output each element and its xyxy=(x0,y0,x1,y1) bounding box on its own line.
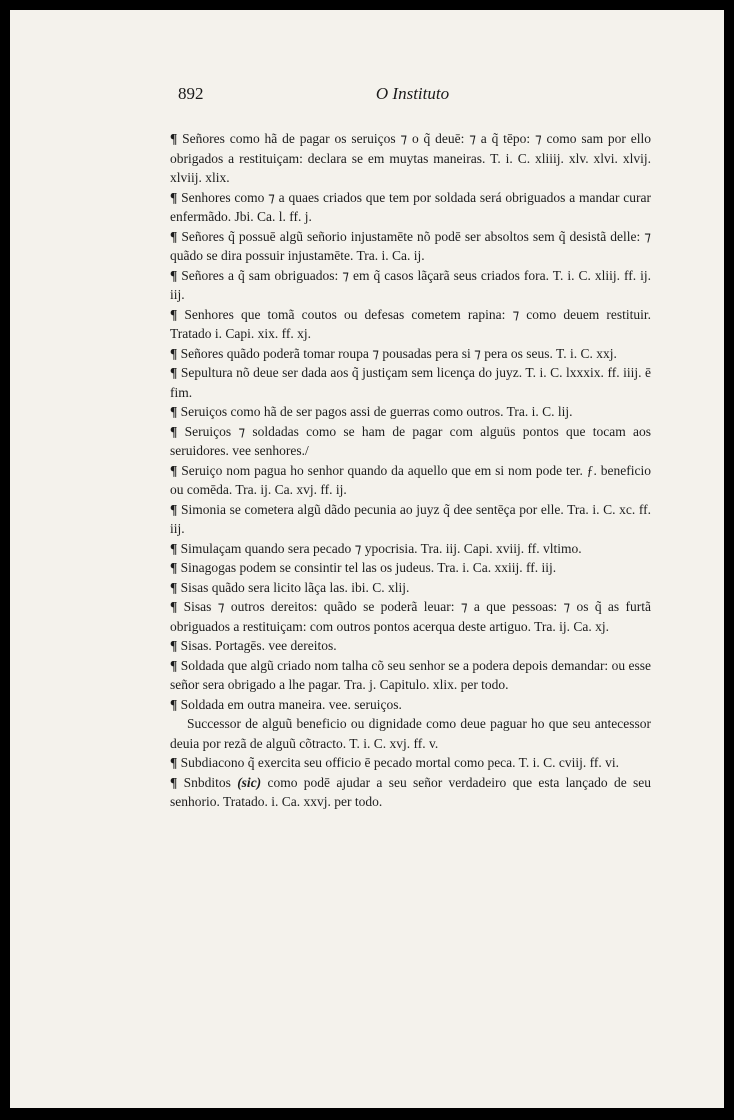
pilcrow-mark: ¶ xyxy=(170,657,178,673)
entry-text: Sepultura nõ deue ser dada aos q̃ justiçam sem licença do juyz. T. i. C. lxxxix. ff. iiij. ē fim. xyxy=(170,365,651,400)
pilcrow-mark: ¶ xyxy=(170,228,178,244)
entry-text: Successor de alguũ beneficio ou dignidade como deue paguar ho que seu antecessor deuia por rezã de alguũ cõtracto. T. i. C. xvj. ff. v. xyxy=(170,716,651,751)
entry-text: Simulaçam quando sera pecado ⁊ ypocrisia. Tra. iij. Capi. xviij. ff. vltimo. xyxy=(180,540,582,556)
pilcrow-mark: ¶ xyxy=(170,365,178,380)
index-entry xyxy=(170,714,651,753)
entry-text: Seruiços ⁊ soldadas como se ham de pagar com alguüs pontos que tocam aos seruidores. vee senhores./ xyxy=(170,423,651,458)
index-entry xyxy=(170,656,651,695)
pilcrow-mark: ¶ xyxy=(170,540,178,556)
running-title: O Instituto xyxy=(375,84,450,103)
index-entry xyxy=(170,773,651,812)
page-number: 892 xyxy=(178,84,204,103)
index-entry xyxy=(170,402,651,422)
entry-text: Sinagogas podem se consintir tel las os judeus. Tra. i. Ca. xxiij. ff. iij. xyxy=(180,560,557,575)
index-entry xyxy=(170,461,651,500)
index-entry xyxy=(170,636,651,656)
index-entry xyxy=(170,363,651,402)
entry-text: Señores quãdo poderã tomar roupa ⁊ pousadas pera si ⁊ pera os seus. T. i. C. xxj. xyxy=(180,345,617,361)
index-entry xyxy=(170,578,651,598)
entry-text: Subdiacono q̃ exercita seu officio ē pecado mortal como peca. T. i. C. cviij. ff. vi. xyxy=(180,755,620,770)
book-page xyxy=(10,10,724,1108)
index-entry xyxy=(170,188,651,227)
entry-text: Simonia se cometera algũ dãdo pecunia ao juyz q̃ dee sentēça por elle. Tra. i. C. xc. ff. iij. xyxy=(170,501,652,536)
pilcrow-mark: ¶ xyxy=(170,774,178,790)
index-entries xyxy=(170,129,651,812)
pilcrow-mark: ¶ xyxy=(170,462,178,478)
pilcrow-mark: ¶ xyxy=(170,696,178,712)
pilcrow-mark: ¶ xyxy=(170,306,178,322)
index-entry xyxy=(170,422,651,461)
entry-text: Senhores como ⁊ a quaes criados que tem por soldada será obriguados a mandar curar enfermãdo. Jbi. Ca. l. ff. j. xyxy=(170,189,651,224)
index-entry xyxy=(170,266,651,305)
pilcrow-mark: ¶ xyxy=(170,560,178,575)
entry-text: Sisas ⁊ outros dereitos: quãdo se poderã leuar: ⁊ a que pessoas: ⁊ os q̃ as furtã obriguados a restituiçam: com outros pontos acerqua deste artiguo. Tra. ij. Ca. xj. xyxy=(170,599,652,634)
pilcrow-mark: ¶ xyxy=(170,638,178,653)
index-entry xyxy=(170,305,651,344)
pilcrow-mark: ¶ xyxy=(170,267,178,283)
pilcrow-mark: ¶ xyxy=(170,423,178,439)
pilcrow-mark: ¶ xyxy=(170,345,178,361)
index-entry xyxy=(170,558,651,578)
index-entry xyxy=(170,539,651,559)
entry-text: Senhores que tomã coutos ou defesas cometem rapina: ⁊ como deuem restituir. Tratado i. Capi. xix. ff. xj. xyxy=(170,306,652,341)
entry-text-continued: como podē ajudar a seu señor verdadeiro que esta lançado de seu senhorio. Tratado. i. Ca. xxvj. per todo. xyxy=(170,774,652,809)
entry-text: Señores como hã de pagar os seruiços ⁊ o q̃ deuē: ⁊ a q̃ tēpo: ⁊ como sam por ello obrigados a restituiçam: declara se em muytas maneiras. T. i. C. xliiij. xlv. xlvi. xlvij. xlviij. xlix. xyxy=(170,131,651,185)
pilcrow-mark: ¶ xyxy=(170,189,178,205)
index-entry xyxy=(170,597,651,636)
index-entry xyxy=(170,695,651,715)
pilcrow-mark: ¶ xyxy=(170,755,178,770)
pilcrow-mark: ¶ xyxy=(170,404,178,419)
pilcrow-mark: ¶ xyxy=(170,131,178,146)
entry-text: Señores q̃ possuē algũ señorio injustamēte nõ podē ser absoltos sem q̃ desistã delle: ⁊ quãdo se dira possuir injustamēte. Tra. i. Ca. ij. xyxy=(170,228,651,263)
pilcrow-mark: ¶ xyxy=(170,501,178,517)
index-entry xyxy=(170,227,651,266)
entry-text: Seruiços como hã de ser pagos assi de guerras como outros. Tra. i. C. lij. xyxy=(180,404,573,419)
entry-text: Sisas. Portagēs. vee dereitos. xyxy=(180,638,337,653)
sic-note: (sic) xyxy=(237,774,262,790)
entry-text: Señores a q̃ sam obriguados: ⁊ em q̃ casos lãçarã seus criados fora. T. i. C. xliij. ff. ij. iij. xyxy=(170,267,651,302)
index-entry xyxy=(170,753,651,773)
entry-text: Snbditos xyxy=(183,774,231,790)
entry-text: Soldada em outra maneira. vee. seruiços. xyxy=(180,696,402,712)
page-header xyxy=(170,84,655,108)
index-entry xyxy=(170,500,651,539)
pilcrow-mark: ¶ xyxy=(170,599,178,614)
entry-text: Soldada que algũ criado nom talha cõ seu senhor se a podera depois demandar: ou esse señor sera obrigado a lhe pagar. Tra. j. Capitulo. xlix. per todo. xyxy=(170,657,652,692)
entry-text: Seruiço nom pagua ho senhor quando da aquello que em si nom pode ter. ƒ. beneficio ou comēda. Tra. ij. Ca. xvj. ff. ij. xyxy=(170,462,652,497)
index-entry xyxy=(170,129,651,188)
entry-text: Sisas quãdo sera licito lãça las. ibi. C. xlij. xyxy=(180,579,410,595)
pilcrow-mark: ¶ xyxy=(170,579,178,595)
index-entry xyxy=(170,344,651,364)
